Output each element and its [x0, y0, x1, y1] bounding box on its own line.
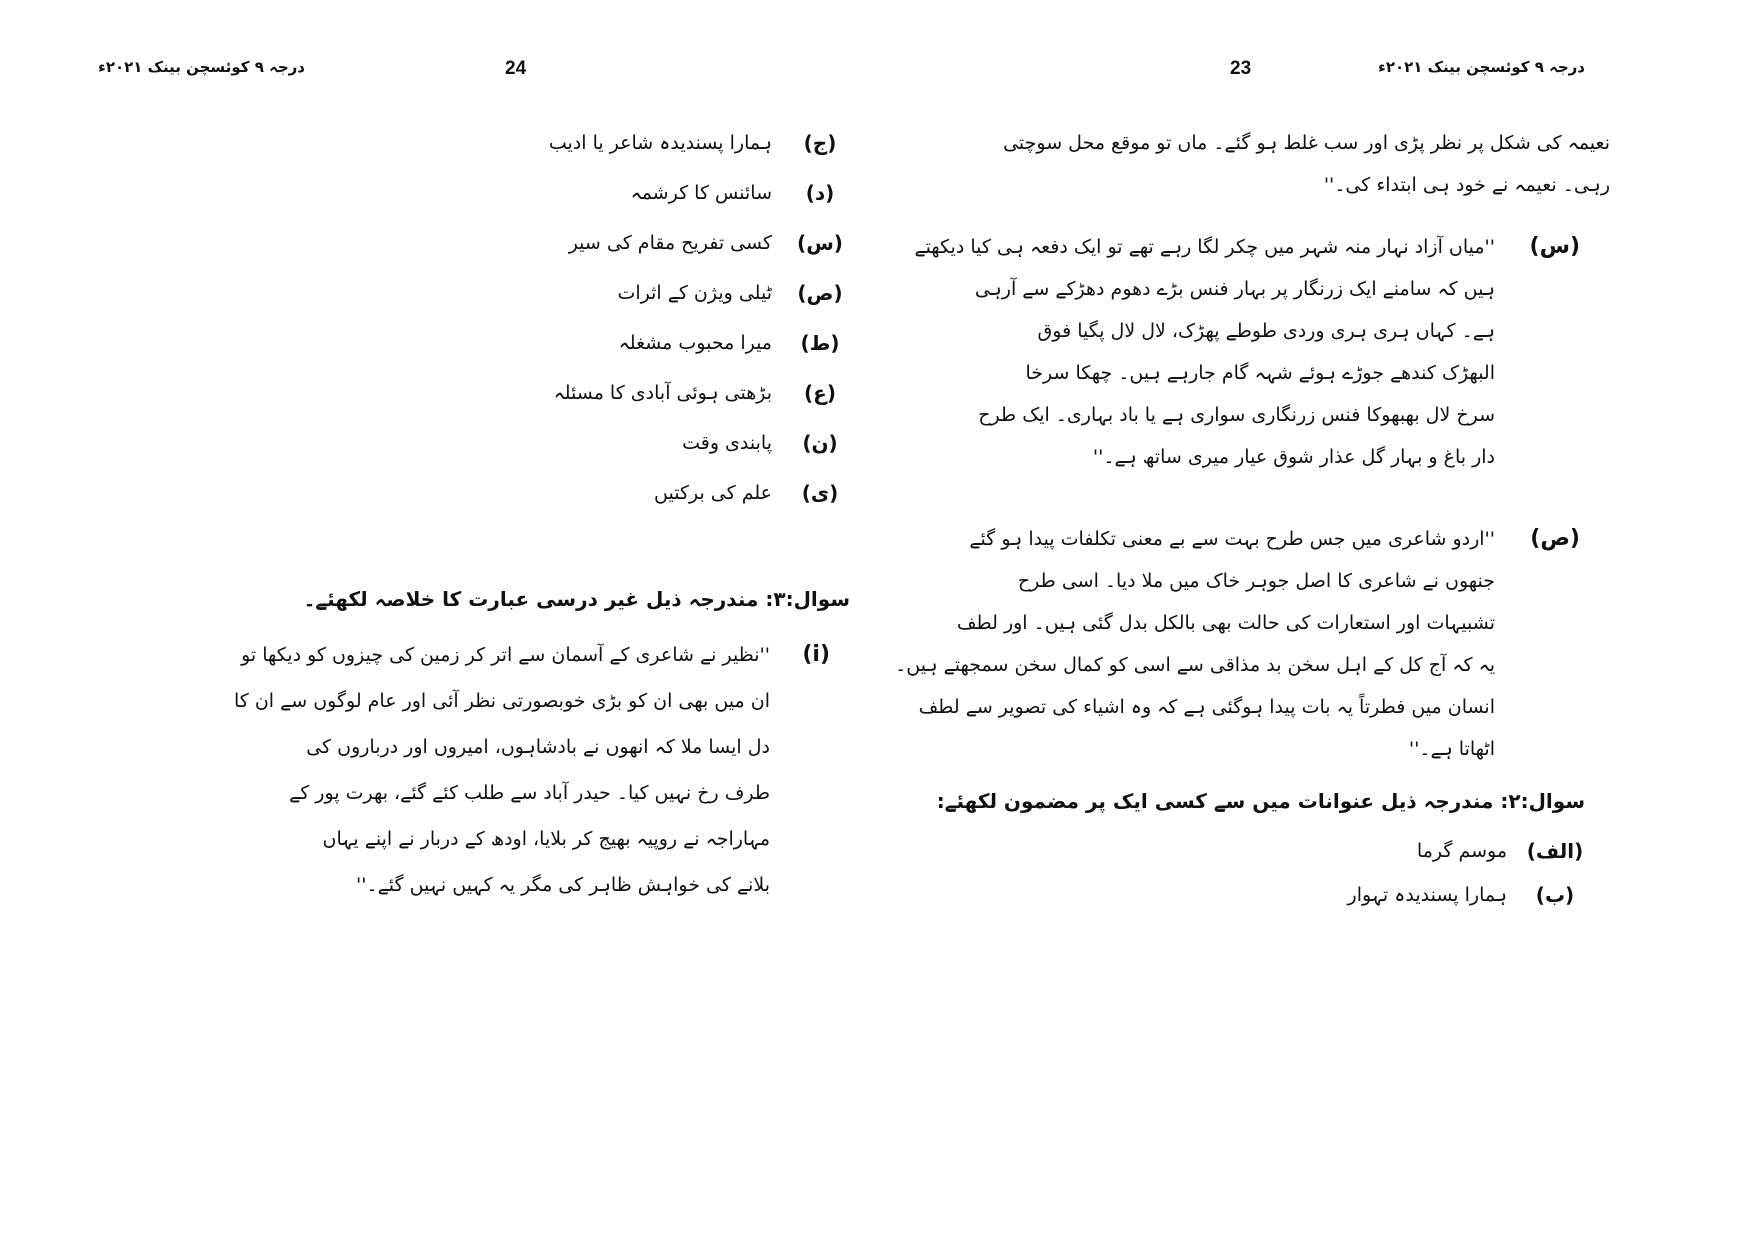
- text-line: ''اردو شاعری میں جس طرح بہت سے بے معنی تکلفات پیدا ہو گئے: [969, 528, 1495, 550]
- question-3-heading: سوال:۳: مندرجہ ذیل غیر درسی عبارت کا خلاصہ لکھئے۔: [303, 587, 850, 611]
- topic-label: (ع): [804, 381, 836, 405]
- text-line: دار باغ و بہار گل عذار شوق عیار میری ساتھ ہے۔'': [1092, 446, 1495, 468]
- topic-text: موسم گرما: [1416, 840, 1507, 862]
- topic-item: [1205, 836, 1585, 866]
- topic-text: ہمارا پسندیدہ شاعر یا ادیب: [548, 132, 772, 154]
- text-line: تشبیہات اور استعارات کی حالت بھی بالکل بدل گئی ہیں۔ اور لطف: [956, 612, 1495, 634]
- text-line: ان میں بھی ان کو بڑی خوبصورتی نظر آئی اور عام لوگوں سے ان کا: [233, 690, 770, 712]
- question-2-heading: سوال:۲: مندرجہ ذیل عنوانات میں سے کسی ایک پر مضمون لکھئے:: [936, 789, 1585, 813]
- topic-item: [490, 278, 850, 308]
- page-number: 23: [1230, 58, 1252, 79]
- passage-label-s: (س): [1529, 234, 1580, 259]
- text-line: جنھوں نے شاعری کا اصل جوہر خاک میں ملا دیا۔ اسی طرح: [1017, 570, 1495, 592]
- passage-label-sad: (ص): [1530, 526, 1580, 551]
- topic-label: (ن): [802, 431, 838, 455]
- text-line: دل ایسا ملا کہ انھوں نے بادشاہوں، امیروں اور درباروں کی: [306, 736, 770, 758]
- topic-text: علم کی برکتیں: [654, 482, 772, 504]
- text-line: بلانے کی خواہش ظاہر کی مگر یہ کہیں نہیں گئے۔'': [356, 874, 770, 896]
- passage-label-i: (i): [802, 642, 830, 667]
- topic-label: (س): [797, 231, 843, 255]
- topic-item: [490, 328, 850, 358]
- text-line: طرف رخ نہیں کیا۔ حیدر آباد سے طلب کئے گئے، بھرت پور کے: [289, 782, 770, 804]
- text-line: مہاراجہ نے روپیہ بھیج کر بلایا، اودھ کے دربار نے اپنے یہاں: [322, 828, 770, 850]
- topic-label: (ی): [801, 481, 839, 505]
- topic-text: سائنس کا کرشمہ: [630, 182, 772, 204]
- text-line: ''نظیر نے شاعری کے آسمان سے اتر کر زمین کی چیزوں کو دیکھا تو: [241, 644, 770, 666]
- text-line: ''میاں آزاد نہار منہ شہر میں چکر لگا رہے تھے تو ایک دفعہ ہی کیا دیکھتے: [914, 236, 1495, 258]
- topic-label: (الف): [1526, 839, 1584, 863]
- topic-text: ہمارا پسندیدہ تہوار: [1347, 884, 1507, 906]
- text-line: ہے۔ کہاں ہری ہری وردی طوطے پھڑک، لال لال پگیا فوق: [1037, 320, 1495, 342]
- topic-item: [490, 378, 850, 408]
- text-line: انسان میں فطرتاً یہ بات پیدا ہوگئی ہے کہ وہ اشیاء کی تصویر سے لطف: [918, 696, 1495, 718]
- text-line: البھڑک کندھے جوڑے ہوئے شہہ گام جارہے ہیں۔ چھکا سرخا: [1025, 362, 1495, 384]
- text-line: یہ کہ آج کل کے اہل سخن بد مذاقی سے اسی کو کمال سخن سمجھتے ہیں۔: [895, 654, 1495, 676]
- topic-text: پابندی وقت: [682, 432, 772, 454]
- text-line: اٹھاتا ہے۔'': [1408, 738, 1495, 760]
- topic-item: [490, 228, 850, 258]
- page-header: درجہ ۹ کوئسچن بینک ۲۰۲۱ء: [1378, 58, 1585, 76]
- page-number: 24: [505, 58, 527, 79]
- topic-text: کسی تفریح مقام کی سیر: [568, 232, 772, 254]
- topic-label: (ط): [800, 331, 840, 355]
- page-23: [880, 0, 1755, 1240]
- topic-text: میرا محبوب مشغلہ: [618, 332, 772, 354]
- topic-label: (د): [805, 181, 835, 205]
- topic-label: (ج): [803, 131, 837, 155]
- topic-item: [490, 478, 850, 508]
- text-line: سرخ لال بھبھوکا فنس زرنگاری سواری ہے یا باد بہاری۔ ایک طرح: [978, 404, 1495, 426]
- topic-label: (ب): [1535, 883, 1575, 907]
- text-line: ہیں کہ سامنے ایک زرنگار پر بہار فنس بڑے دھوم دھڑکے سے آرہی: [974, 278, 1495, 300]
- topic-item: [490, 428, 850, 458]
- topic-item: [490, 178, 850, 208]
- topic-item: [490, 128, 850, 158]
- topic-text: بڑھتی ہوئی آبادی کا مسئلہ: [553, 382, 772, 404]
- topic-text: ٹیلی ویژن کے اثرات: [617, 282, 772, 304]
- page-header: درجہ ۹ کوئسچن بینک ۲۰۲۱ء: [98, 58, 305, 76]
- topic-label: (ص): [797, 281, 843, 305]
- text-line: رہی۔ نعیمہ نے خود ہی ابتداء کی۔'': [1323, 174, 1610, 196]
- text-line: نعیمہ کی شکل پر نظر پڑی اور سب غلط ہو گئے۔ ماں تو موقع محل سوچتی: [1003, 132, 1610, 154]
- topic-item: [1205, 880, 1585, 910]
